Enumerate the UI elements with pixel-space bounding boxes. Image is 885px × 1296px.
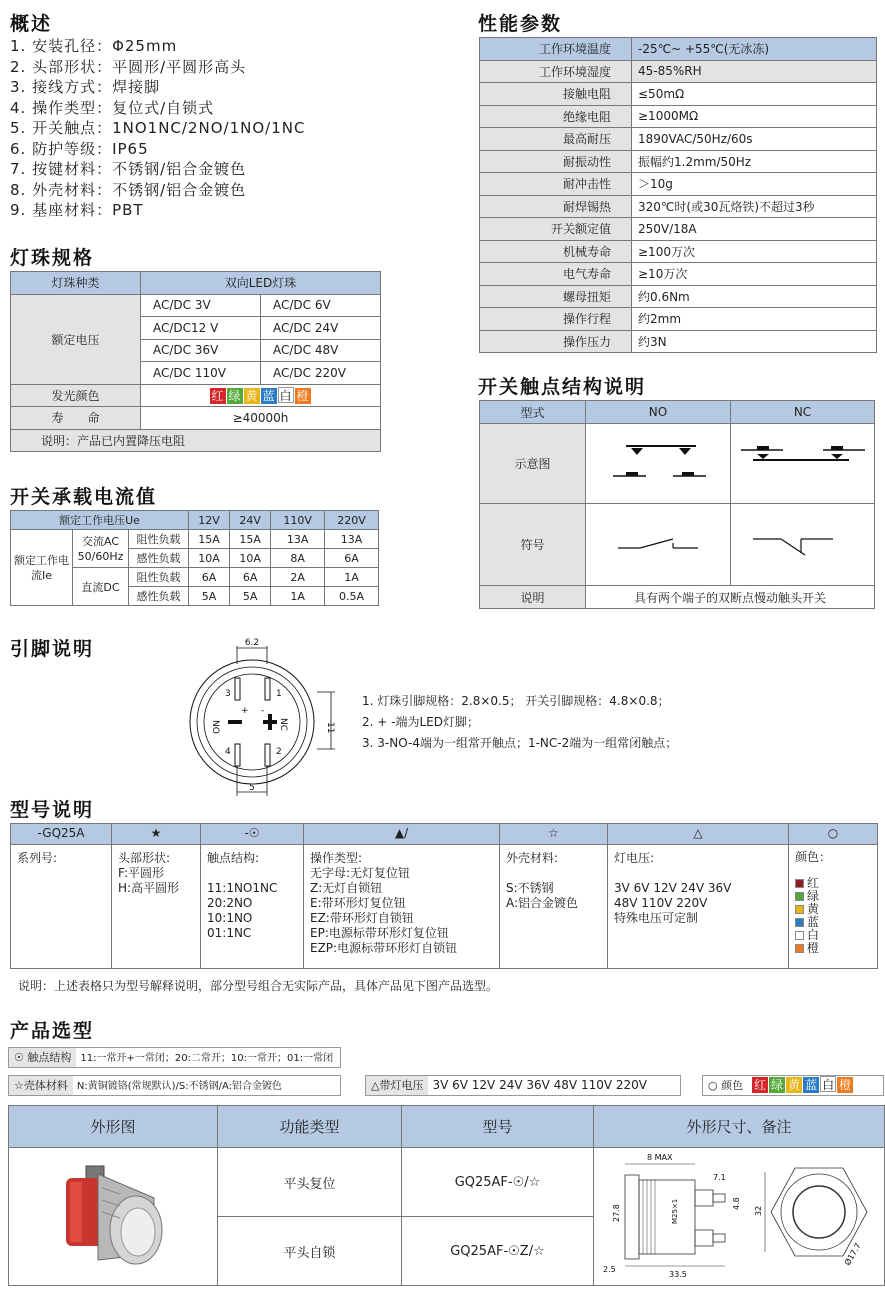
perf-value: 45-85%RH	[632, 60, 877, 83]
nc-diagram	[731, 424, 875, 504]
color-yellow: 黄	[788, 1078, 801, 1092]
switch-header-no: NO	[586, 401, 731, 424]
current-cell: 13A	[325, 530, 379, 549]
overview-item: 8. 外壳材料：不锈钢/铝合金镀色	[10, 180, 247, 199]
perf-key: 耐冲击性	[480, 173, 632, 196]
model-number: GQ25AF-☉/☆	[402, 1148, 594, 1217]
color-orange: 橙	[839, 1078, 852, 1092]
led-life-value: ≥40000h	[141, 407, 381, 430]
perf-title: 性能参数	[478, 13, 563, 35]
contact-text: 11:一常开+一常闭；20:二常开；10:一常开；01:一常闭	[80, 1053, 334, 1064]
model-head-shape: 头部形状: F:平圆形 H:高平圆形	[112, 845, 201, 969]
current-volt-header: 220V	[325, 511, 379, 530]
led-voltage-cell: AC/DC12 V	[141, 317, 261, 340]
current-load: 感性负载	[129, 549, 189, 568]
current-cell: 15A	[189, 530, 230, 549]
current-load: 阻性负载	[129, 530, 189, 549]
color-tag: ○ 颜色	[703, 1076, 748, 1095]
current-volt-header: 24V	[230, 511, 271, 530]
dimension-svg	[599, 1150, 879, 1280]
perf-key: 操作压力	[480, 330, 632, 353]
current-table	[10, 510, 379, 606]
current-volt-header: 12V	[189, 511, 230, 530]
dim-label: 2.5	[603, 1264, 616, 1274]
led-life-label: 寿 命	[11, 407, 141, 430]
pin-label: NC	[278, 718, 288, 732]
volt-text: 3V 6V 12V 24V 36V 48V 110V 220V	[432, 1078, 647, 1092]
model-contact: 触点结构: 11:1NO1NC 20:2NO 10:1NO 01:1NC	[201, 845, 304, 969]
dim-label: M25×1	[671, 1198, 679, 1224]
current-cell: 1A	[271, 587, 325, 606]
overview-item: 1. 安装孔径：Φ25mm	[10, 37, 178, 55]
current-cell: 2A	[271, 568, 325, 587]
led-title: 灯珠规格	[10, 247, 95, 269]
model-voltage: 灯电压: 3V 6V 12V 24V 36V 48V 110V 220V 特殊电压可定制	[608, 845, 789, 969]
perf-key: 螺母扭矩	[480, 285, 632, 308]
select-header: 型号	[402, 1106, 594, 1148]
no-symbol-icon	[598, 523, 718, 563]
pin-note: 3. 3-NO-4端为一组常开触点；1-NC-2端为一组常闭触点；	[362, 736, 678, 750]
pin-note: 2. + -端为LED灯脚；	[362, 715, 479, 729]
current-volt-header: 110V	[271, 511, 325, 530]
perf-value: ≥1000MΩ	[632, 105, 877, 128]
pin-label: -	[261, 706, 265, 716]
switch-diagram-label: 示意图	[480, 424, 586, 504]
led-header-type: 灯珠种类	[11, 272, 141, 295]
model-header: △	[608, 824, 789, 845]
current-cell: 6A	[230, 568, 271, 587]
model-title: 型号说明	[10, 799, 95, 821]
current-cell: 0.5A	[325, 587, 379, 606]
pin-notes	[362, 691, 677, 754]
switch-table	[479, 400, 875, 609]
led-color-label: 发光颜色	[11, 384, 141, 407]
color-blue: 蓝	[805, 1078, 818, 1092]
dimension-drawing	[594, 1148, 885, 1286]
dim-label: 27.8	[612, 1203, 621, 1222]
pin-label: 1	[276, 689, 282, 699]
shell-bar	[8, 1075, 341, 1096]
current-load: 阻性负载	[129, 568, 189, 587]
led-table	[10, 271, 381, 452]
model-table	[10, 823, 878, 969]
volt-bar	[365, 1075, 681, 1096]
current-ac-label: 交流AC 50/60Hz	[73, 530, 129, 568]
perf-key: 开关额定值	[480, 218, 632, 241]
dim-label: Ø17.7	[842, 1241, 863, 1267]
dim-label: 33.5	[669, 1269, 687, 1279]
led-voltage-cell: AC/DC 220V	[261, 362, 381, 385]
perf-key: 机械寿命	[480, 240, 632, 263]
color-red: 红	[211, 388, 224, 403]
perf-key: 操作行程	[480, 308, 632, 331]
led-voltage-cell: AC/DC 24V	[261, 317, 381, 340]
perf-value: ≥10万次	[632, 263, 877, 286]
model-header: ★	[112, 824, 201, 845]
perf-key: 接触电阻	[480, 83, 632, 106]
pin-label: +	[241, 706, 249, 716]
switch-header-nc: NC	[731, 401, 875, 424]
led-voltage-cell: AC/DC 36V	[141, 339, 261, 362]
overview-item: 7. 按键材料：不锈钢/铝合金镀色	[10, 160, 247, 178]
pin-label: 2	[276, 747, 282, 757]
switch-note-label: 说明	[480, 586, 586, 609]
led-voltage-cell: AC/DC 48V	[261, 339, 381, 362]
model-number: GQ25AF-☉Z/☆	[402, 1217, 594, 1286]
overview-title: 概述	[10, 13, 53, 35]
nc-symbol-icon	[743, 523, 863, 563]
dim-label: 4.8	[732, 1196, 741, 1210]
current-cell: 10A	[189, 549, 230, 568]
model-header: -☉	[201, 824, 304, 845]
color-yellow: 黄	[245, 388, 258, 403]
perf-key: 耐振动性	[480, 150, 632, 173]
overview-item: 2. 头部形状：平圆形/平圆形高头	[10, 57, 247, 76]
overview-item: 4. 操作类型：复位式/自锁式	[10, 98, 215, 117]
model-series: 系列号:	[11, 845, 112, 969]
led-header-value: 双向LED灯珠	[141, 272, 381, 295]
perf-value: 320℃时(或30瓦烙铁)不超过3秒	[632, 195, 877, 218]
select-title: 产品选型	[10, 1020, 95, 1042]
color-green: 绿	[771, 1078, 784, 1092]
perf-key: 耐焊锡热	[480, 195, 632, 218]
pin-label: NO	[210, 720, 220, 734]
product-image	[9, 1148, 218, 1286]
pin-diagram	[185, 634, 340, 802]
perf-value: 振幅约1.2mm/50Hz	[632, 150, 877, 173]
dim-label: 8 MAX	[647, 1152, 673, 1162]
led-note: 说明：产品已内置降压电阻	[11, 429, 381, 452]
perf-value: 约3N	[632, 330, 877, 353]
led-voltage-label: 额定电压	[11, 294, 141, 384]
current-cell: 8A	[271, 549, 325, 568]
select-header: 外形尺寸、备注	[594, 1106, 885, 1148]
pin-dim-right: 11	[325, 722, 335, 734]
led-voltage-cell: AC/DC 6V	[261, 294, 381, 317]
perf-key: 绝缘电阻	[480, 105, 632, 128]
pin-dim-bottom: 5	[249, 783, 255, 793]
model-header: ☆	[500, 824, 608, 845]
color-white: 白	[279, 388, 292, 403]
function-type: 平头复位	[218, 1148, 402, 1217]
model-header: ▲/	[304, 824, 500, 845]
overview-item: 6. 防护等级：IP65	[10, 139, 149, 158]
led-color-swatches	[141, 384, 381, 407]
perf-key: 电气寿命	[480, 263, 632, 286]
color-green: 绿	[228, 388, 241, 403]
perf-key: 最高耐压	[480, 128, 632, 151]
pin-dim-top: 6.2	[244, 638, 260, 648]
model-note: 说明：上述表格只为型号解释说明，部分型号组合无实际产品，具体产品见下图产品选型。	[18, 979, 499, 993]
switch-header-type: 型式	[480, 401, 586, 424]
dim-label: 7.1	[713, 1172, 726, 1182]
led-voltage-cell: AC/DC 3V	[141, 294, 261, 317]
model-operation: 操作类型: 无字母:无灯复位钮 Z:无灯自锁钮 E:带环形灯复位钮 EZ:带环形灯自锁钮 EP:电源标带环形灯复位钮 EZP:电源标带环形灯自锁钮	[304, 845, 500, 969]
no-symbol	[586, 504, 731, 586]
shell-text: N:黄铜镀铬(常规默认)/S:不锈钢/A:铝合金镀色	[76, 1081, 283, 1092]
select-header: 功能类型	[218, 1106, 402, 1148]
current-cell: 6A	[189, 568, 230, 587]
contact-bar	[8, 1047, 341, 1068]
switch-symbol-label: 符号	[480, 504, 586, 586]
perf-value: ＞10g	[632, 173, 877, 196]
no-diagram	[586, 424, 731, 504]
shell-tag: ☆壳体材料	[9, 1076, 73, 1095]
perf-table	[479, 37, 877, 353]
nc-symbol	[731, 504, 875, 586]
current-title: 开关承载电流值	[10, 486, 158, 508]
overview-item: 9. 基座材料：PBT	[10, 201, 144, 219]
current-cell: 5A	[189, 587, 230, 606]
model-header: -GQ25A	[11, 824, 112, 845]
perf-key: 工作环境湿度	[480, 60, 632, 83]
led-voltage-cell: AC/DC 110V	[141, 362, 261, 385]
perf-value: ≥100万次	[632, 240, 877, 263]
current-load: 感性负载	[129, 587, 189, 606]
nc-contact-diagram	[733, 432, 873, 492]
current-cell: 10A	[230, 549, 271, 568]
dim-label: 32	[754, 1205, 763, 1216]
current-cell: 15A	[230, 530, 271, 549]
overview-list	[10, 36, 305, 221]
function-type: 平头自锁	[218, 1217, 402, 1286]
model-color: 颜色： 红 绿 黄 蓝 白 橙	[789, 845, 878, 969]
current-cell: 13A	[271, 530, 325, 549]
pin-label: 3	[225, 689, 231, 699]
color-white: 白	[822, 1078, 835, 1092]
pin-title: 引脚说明	[10, 638, 95, 660]
perf-value: 约0.6Nm	[632, 285, 877, 308]
color-red: 红	[754, 1078, 767, 1092]
current-rated-label: 额定工作电流Ie	[11, 530, 73, 606]
perf-value: 1890VAC/50Hz/60s	[632, 128, 877, 151]
current-header-voltage: 额定工作电压Ue	[11, 511, 189, 530]
color-blue: 蓝	[262, 388, 275, 403]
perf-value: ≤50mΩ	[632, 83, 877, 106]
pin-note: 1. 灯珠引脚规格：2.8×0.5； 开关引脚规格：4.8×0.8；	[362, 694, 670, 708]
perf-value: 约2mm	[632, 308, 877, 331]
overview-item: 3. 接线方式：焊接脚	[10, 78, 161, 96]
select-header: 外形图	[9, 1106, 218, 1148]
current-cell: 6A	[325, 549, 379, 568]
perf-value: 250V/18A	[632, 218, 877, 241]
perf-value: -25℃~ +55℃(无冰冻)	[632, 38, 877, 61]
volt-tag: △带灯电压	[366, 1076, 428, 1095]
push-button-image	[58, 1160, 168, 1270]
contact-tag: ☉ 触点结构	[9, 1048, 76, 1067]
color-bar	[702, 1075, 884, 1096]
no-contact-diagram	[598, 432, 718, 492]
model-shell: 外壳材料: S:不锈钢 A:铝合金镀色	[500, 845, 608, 969]
switch-title: 开关触点结构说明	[478, 376, 647, 398]
current-cell: 5A	[230, 587, 271, 606]
perf-key: 工作环境温度	[480, 38, 632, 61]
color-orange: 橙	[296, 388, 309, 403]
current-dc-label: 直流DC	[73, 568, 129, 606]
select-table	[8, 1105, 885, 1286]
model-header: ○	[789, 824, 878, 845]
overview-item: 5. 开关触点：1NO1NC/2NO/1NO/1NC	[10, 119, 306, 137]
switch-note: 具有两个端子的双断点慢动触头开关	[586, 586, 875, 609]
pin-label: 4	[225, 747, 231, 757]
current-cell: 1A	[325, 568, 379, 587]
